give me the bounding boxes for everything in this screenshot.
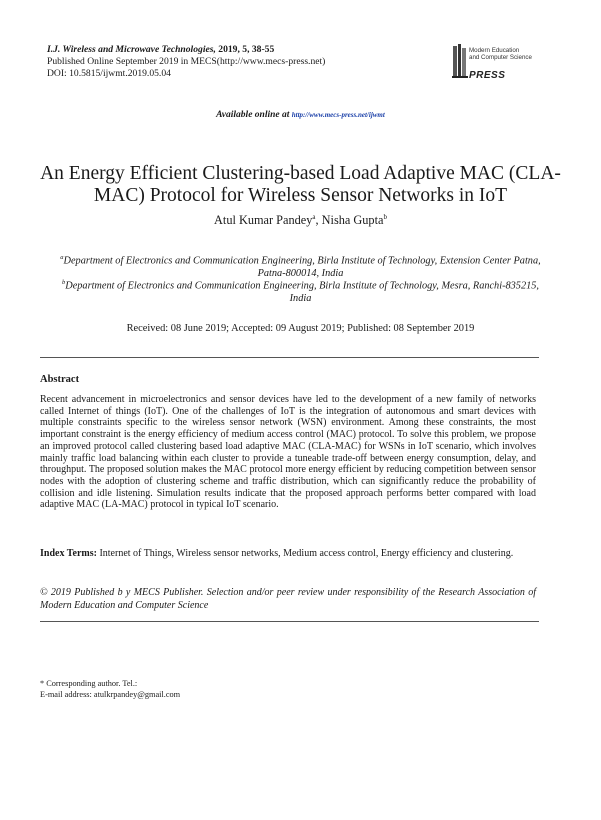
available-online (0, 110, 601, 120)
journal-url-link[interactable]: http://www.mecs-press.net/ijwmt (291, 111, 385, 119)
published-online: Published Online September 2019 in MECS(http://www.mecs-press.net) (47, 56, 326, 67)
index-terms-text: Internet of Things, Wireless sensor networks, Medium access control, Energy efficiency and clustering. (99, 548, 514, 559)
doi: DOI: 10.5815/ijwmt.2019.05.04 (47, 68, 171, 79)
affiliation-text: Department of Electronics and Communication Engineering, Birla Institute of Technology, Extension Center Patna, Patna-800014, India (63, 255, 541, 279)
author-list: Atul Kumar Pandey$^a$, Nisha Gupta$^b$ (214, 213, 387, 228)
publisher-logo (452, 42, 562, 84)
author-superscript: a (312, 213, 316, 221)
logo-line-1: Modern Education (469, 47, 520, 54)
affiliation-superscript: b (62, 279, 66, 286)
affiliation-b (50, 277, 551, 305)
index-terms (40, 548, 536, 560)
abstract-heading: Abstract (40, 374, 80, 385)
available-label: Available online at (216, 110, 290, 120)
index-terms-label: Index Terms: (40, 548, 97, 559)
paper-title: An Energy Efficient Clustering-based Load Adaptive MAC (CLA-MAC) Protocol for Wireless Sensor Networks in IoT (40, 163, 561, 206)
logo-line-2: and Computer Science (469, 54, 532, 61)
affiliation-superscript: a (60, 254, 64, 261)
author-name: Atul Kumar Pandey (214, 213, 313, 228)
journal-header (47, 44, 325, 80)
email-address: E-mail address: atulkrpandey@gmail.com (40, 690, 181, 699)
abstract-text: Recent advancement in microelectronics and sensor devices have led to the development of a new family of networks called Internet of things (IoT). One of the challenges of IoT is the integration of autonomous and smart devices with multiple constraints specific to the wireless sensor network (WSN) environment. Among these constraints, the most important constraint is the energy efficiency of medium access control (MAC) protocol. To solve this problem, we propose an improved protocol called clustering based load adaptive MAC (CLA-MAC) for WSNs in IoT scenario, which involves mainly traffic load balancing within each cluster to provide a tuneable trade-off between energy consumption, delay, and throughput. The proposed solution makes the MAC protocol more energy efficient by reducing competition between sensor nodes with the adoption of clustering scheme and traffic distribution, which can significantly reduce the probability of collision and idle listening. Simulation results indicate that the proposed approach performs better compared with load adaptive MAC (LA-MAC) protocol in typical IoT scenario. (40, 394, 536, 511)
copyright-notice: © 2019 Published b y MECS Publisher. Selection and/or peer review under responsibility of the Research Association of Modern Education and Computer Science (40, 587, 536, 611)
corresponding-author: * Corresponding author. Tel.: (40, 679, 138, 688)
footnote (40, 678, 180, 700)
author-name: Nisha Gupta (321, 213, 384, 228)
section-divider (40, 621, 539, 622)
logo-press: PRESS (469, 70, 506, 81)
journal-volume: 2019, 5, 38-55 (218, 44, 275, 55)
affiliation-text: Department of Electronics and Communication Engineering, Birla Institute of Technology, Mesra, Ranchi-835215, India (65, 280, 539, 304)
publication-dates: Received: 08 June 2019; Accepted: 09 August 2019; Published: 08 September 2019 (126, 323, 475, 334)
author-superscript: b (383, 213, 387, 221)
journal-name: I.J. Wireless and Microwave Technologies, (47, 44, 216, 55)
section-divider (40, 357, 539, 358)
book-stack-icon (452, 42, 468, 80)
